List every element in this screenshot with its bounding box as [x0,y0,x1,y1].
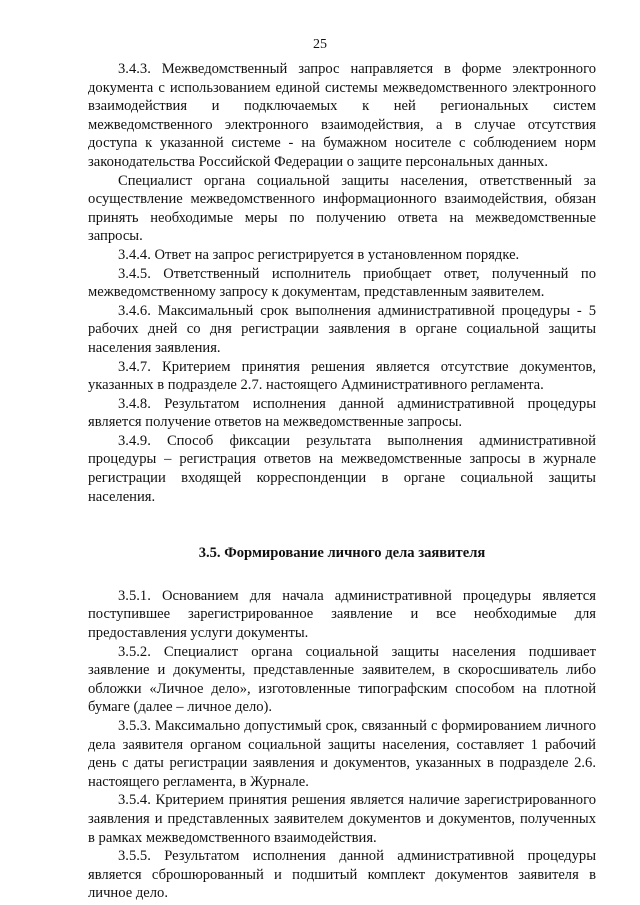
paragraph-3-4-8: 3.4.8. Результатом исполнения данной административной процедуры является получение ответов на межведомственные запросы. [88,395,596,431]
paragraph-3-4-5: 3.4.5. Ответственный исполнитель приобщает ответ, полученный по межведомственному запросу к документам, представленным заявителем. [88,265,596,301]
paragraph-3-5-5: 3.5.5. Результатом исполнения данной административной процедуры является сброшюрованный и подшитый комплект документов заявителя в личное дело. [88,848,596,902]
page-content [88,60,596,903]
paragraph-3-4-9: 3.4.9. Способ фиксации результата выполнения административной процедуры – регистрация ответов на межведомственные запросы в журнале регистрации входящей корреспонденции в органе социальной защиты населения. [88,432,596,505]
paragraph-3-4-4: 3.4.4. Ответ на запрос регистрируется в установленном порядке. [118,246,520,263]
section-3-5 [88,587,596,903]
section-heading-3-5: 3.5. Формирование личного дела заявителя [198,545,486,562]
paragraph-3-4-3: 3.4.3. Межведомственный запрос направляется в форме электронного документа с использованием единой системы межведомственного электронного взаимодействия и подключаемых к ней региональных систем межведомственного электронного взаимодействия, а в случае отсутствия доступа к указанной системе - на бумажном носителе с соблюдением норм законодательства Российской Федерации о защите персональных данных. [88,61,596,170]
paragraph-3-5-3: 3.5.3. Максимально допустимый срок, связанный с формированием личного дела заявителя органом социальной защиты населения, составляет 1 рабочий день с даты регистрации заявления и документов, указанных в подразделе 2.6. настоящего регламента, в Журнале. [88,718,596,790]
paragraph-specialist: Специалист органа социальной защиты населения, ответственный за осуществление межведомственного информационного взаимодействия, обязан принять необходимые меры по получению ответа на межведомственные запросы. [88,172,596,245]
paragraph-3-5-4: 3.5.4. Критерием принятия решения является наличие зарегистрированного заявления и представленных заявителем документов и документов, полученных в рамках межведомственного взаимодействия. [88,792,596,846]
paragraph-3-4-7: 3.4.7. Критерием принятия решения является отсутствие документов, указанных в подразделе 2.7. настоящего Административного регламента. [88,358,596,394]
page-number: 25 [313,37,327,52]
section-3-4-continued [88,60,596,506]
paragraph-3-5-2: 3.5.2. Специалист органа социальной защиты населения подшивает заявление и документы, представленные заявителем, в скоросшиватель либо обложки «Личное дело», изготовленные типографским способом на плотной бумаге (далее – личное дело). [88,643,596,716]
paragraph-3-4-6: 3.4.6. Максимальный срок выполнения административной процедуры - 5 рабочих дней со дня регистрации заявления в органе социальной защиты населения заявления. [88,302,596,356]
paragraph-3-5-1: 3.5.1. Основанием для начала административной процедуры является поступившее зарегистрированное заявление и все необходимые для предоставления услуги документы. [88,587,596,642]
